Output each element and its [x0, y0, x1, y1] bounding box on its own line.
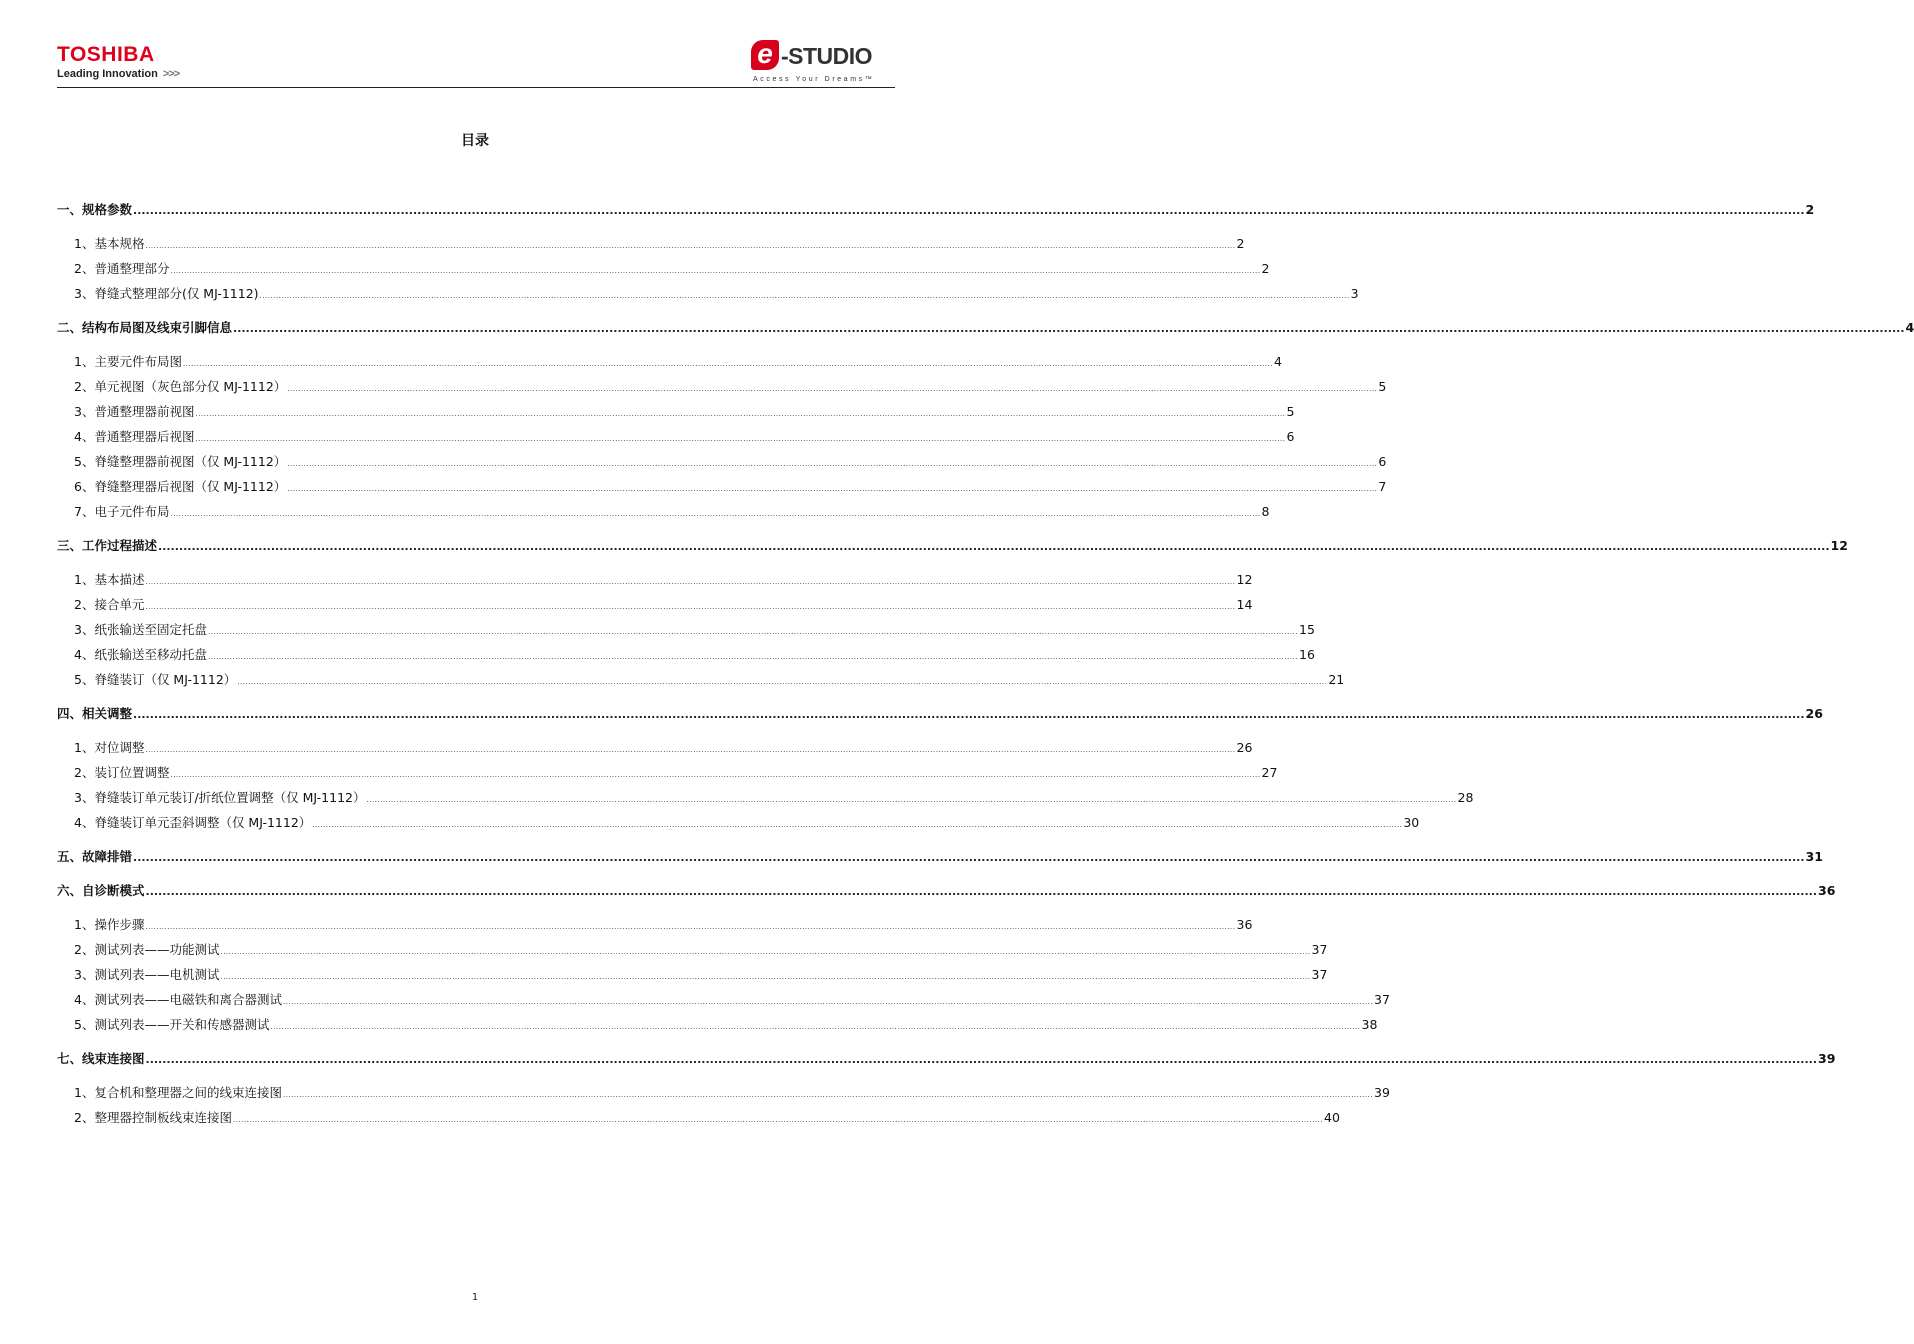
toc-leader-dots: ................................................................................................................................................................................................................................................................................................................................................................................................................ [287, 385, 1378, 393]
toc-entry-title: 1、基本规格 [74, 236, 145, 251]
toc-page-number: 7 [1378, 479, 1387, 494]
toc-entry-title: 3、普通整理器前视图 [74, 404, 195, 419]
toc-entry-title: 二、结构布局图及线束引脚信息 [57, 320, 233, 335]
toc-entry-title: 3、测试列表——电机测试 [74, 967, 220, 982]
toc-page-number: 8 [1261, 504, 1270, 519]
page-title: 目录 [461, 133, 489, 149]
toc-leader-dots: ................................................................................................................................................................................................................................................................................................................................................................................................................ [195, 410, 1286, 418]
toc-entry-title: 七、线束连接图 [57, 1051, 145, 1066]
toc-page-number: 4 [1905, 320, 1914, 335]
toc-page-number: 15 [1299, 622, 1315, 637]
toc-page-number: 26 [1805, 706, 1823, 721]
toc-leader-dots: ................................................................................................................................................................................................................................................................................................................................................................................................................ [145, 923, 1236, 931]
toc-entry[interactable] [57, 620, 1315, 645]
tagline-arrows: >>> [162, 68, 180, 80]
toc-entry[interactable] [57, 915, 1253, 940]
toc-page-number: 37 [1311, 967, 1328, 982]
toc-leader-dots: ................................................................................................................................................................................................................................................................................................................................................................................................................ [145, 242, 1236, 250]
toshiba-logo: TOSHIBA [57, 43, 155, 66]
toc-page-number: 4 [1274, 354, 1282, 369]
toc-page-number: 14 [1236, 597, 1253, 612]
toc-page-number: 12 [1236, 572, 1253, 587]
toc-entry-title: 五、故障排错 [57, 849, 133, 864]
logo-wordmark: -STUDIO [781, 43, 873, 69]
toc-page-number: 21 [1328, 672, 1345, 687]
toc-section[interactable] [57, 1049, 1836, 1074]
toc-leader-dots: ................................................................................................................................................................................................................................................................................................................................................................................................................ [207, 653, 1299, 661]
toc-page-number: 37 [1374, 992, 1390, 1007]
toc-leader-dots: ................................................................................................................................................................................................................................................................................................................................................................................................................ [133, 204, 1805, 217]
toc-page-number: 6 [1286, 429, 1295, 444]
toc-leader-dots: ................................................................................................................................................................................................................................................................................................................................................................................................................ [270, 1023, 1361, 1031]
toc-entry-title: 5、脊缝整理器前视图（仅 MJ-1112） [74, 454, 287, 469]
toc-leader-dots: ................................................................................................................................................................................................................................................................................................................................................................................................................ [145, 1053, 1817, 1066]
toc-leader-dots: ................................................................................................................................................................................................................................................................................................................................................................................................................ [170, 267, 1261, 275]
estudio-logo [751, 40, 891, 86]
toc-leader-dots: ................................................................................................................................................................................................................................................................................................................................................................................................................ [287, 485, 1378, 493]
toc-entry[interactable] [57, 940, 1328, 965]
toc-entry[interactable] [57, 763, 1278, 788]
toc-entry-title: 1、主要元件布局图 [74, 354, 182, 369]
toc-section[interactable] [57, 847, 1823, 872]
toc-entry[interactable] [57, 477, 1387, 502]
toc-entry-title: 2、整理器控制板线束连接图 [74, 1110, 232, 1125]
toc-leader-dots: ................................................................................................................................................................................................................................................................................................................................................................................................................ [170, 771, 1261, 779]
toc-entry[interactable] [57, 402, 1295, 427]
toc-entry[interactable] [57, 813, 1420, 838]
tagline-text: Leading Innovation [57, 68, 158, 80]
toc-leader-dots: ................................................................................................................................................................................................................................................................................................................................................................................................................ [133, 851, 1805, 864]
toc-leader-dots: ................................................................................................................................................................................................................................................................................................................................................................................................................ [259, 292, 1350, 300]
toc-page-number: 2 [1805, 202, 1815, 217]
toc-entry-title: 1、操作步骤 [74, 917, 145, 932]
toc-leader-dots: ................................................................................................................................................................................................................................................................................................................................................................................................................ [233, 322, 1905, 335]
toc-page-number: 5 [1378, 379, 1387, 394]
toc-entry-title: 4、纸张输送至移动托盘 [74, 647, 207, 662]
toc-entry[interactable] [57, 259, 1270, 284]
toc-entry-title: 三、工作过程描述 [57, 538, 158, 553]
toc-entry[interactable] [57, 738, 1253, 763]
toc-entry[interactable] [57, 234, 1245, 259]
toc-page-number: 2 [1261, 261, 1270, 276]
toc-entry-title: 4、普通整理器后视图 [74, 429, 195, 444]
toc-entry-title: 5、测试列表——开关和传感器测试 [74, 1017, 270, 1032]
toc-leader-dots: ................................................................................................................................................................................................................................................................................................................................................................................................................ [312, 821, 1403, 829]
toc-leader-dots: ................................................................................................................................................................................................................................................................................................................................................................................................................ [207, 628, 1299, 636]
header-divider [57, 87, 895, 88]
toc-entry-title: 1、对位调整 [74, 740, 145, 755]
logo-mark: e [751, 40, 779, 70]
toc-leader-dots: ................................................................................................................................................................................................................................................................................................................................................................................................................ [237, 678, 1328, 686]
toc-entry[interactable] [57, 284, 1359, 309]
toc-page-number: 3 [1350, 286, 1359, 301]
toc-page-number: 2 [1236, 236, 1245, 251]
toc-entry[interactable] [57, 1108, 1340, 1133]
toc-page-number: 39 [1374, 1085, 1390, 1100]
toc-page-number: 5 [1286, 404, 1295, 419]
table-of-contents [57, 200, 1914, 1133]
toc-leader-dots: ................................................................................................................................................................................................................................................................................................................................................................................................................ [232, 1116, 1324, 1124]
toc-section[interactable] [57, 200, 1815, 225]
toc-entry[interactable] [57, 1015, 1378, 1040]
toc-leader-dots: ................................................................................................................................................................................................................................................................................................................................................................................................................ [133, 708, 1805, 721]
toc-page-number: 31 [1805, 849, 1823, 864]
toc-section[interactable] [57, 318, 1914, 343]
toc-page-number: 40 [1324, 1110, 1340, 1125]
toc-leader-dots: ................................................................................................................................................................................................................................................................................................................................................................................................................ [220, 973, 1311, 981]
toc-page-number: 12 [1830, 538, 1848, 553]
toc-page-number: 28 [1457, 790, 1474, 805]
toc-entry-title: 2、接合单元 [74, 597, 145, 612]
toc-page-number: 36 [1236, 917, 1253, 932]
toc-leader-dots: ................................................................................................................................................................................................................................................................................................................................................................................................................ [158, 540, 1830, 553]
toc-entry-title: 2、单元视图（灰色部分仅 MJ-1112） [74, 379, 287, 394]
toc-entry-title: 1、基本描述 [74, 572, 145, 587]
toc-leader-dots: ................................................................................................................................................................................................................................................................................................................................................................................................................ [170, 510, 1261, 518]
toc-page-number: 36 [1818, 883, 1836, 898]
toc-entry[interactable] [57, 570, 1253, 595]
toc-entry-title: 3、纸张输送至固定托盘 [74, 622, 207, 637]
toc-entry-title: 2、测试列表——功能测试 [74, 942, 220, 957]
toc-entry[interactable] [57, 990, 1390, 1015]
page-number: 1 [471, 1292, 479, 1303]
toc-page-number: 16 [1299, 647, 1315, 662]
toc-entry-title: 7、电子元件布局 [74, 504, 170, 519]
toc-entry-title: 6、脊缝整理器后视图（仅 MJ-1112） [74, 479, 287, 494]
toc-entry[interactable] [57, 670, 1345, 695]
toc-page-number: 38 [1361, 1017, 1378, 1032]
toc-entry[interactable] [57, 1083, 1390, 1108]
toc-section[interactable] [57, 704, 1823, 729]
logo-tagline: Access Your Dreams™ [753, 76, 875, 83]
toc-page-number: 26 [1236, 740, 1253, 755]
toc-entry-title: 4、测试列表——电磁铁和离合器测试 [74, 992, 282, 1007]
toc-entry-title: 3、脊缝式整理部分(仅 MJ-1112) [74, 286, 259, 301]
toc-leader-dots: ................................................................................................................................................................................................................................................................................................................................................................................................................ [145, 603, 1236, 611]
toc-page-number: 6 [1378, 454, 1387, 469]
toc-leader-dots: ................................................................................................................................................................................................................................................................................................................................................................................................................ [282, 998, 1374, 1006]
toc-entry-title: 2、普通整理部分 [74, 261, 170, 276]
toc-leader-dots: ................................................................................................................................................................................................................................................................................................................................................................................................................ [145, 578, 1236, 586]
toc-entry[interactable] [57, 595, 1253, 620]
toc-entry-title: 四、相关调整 [57, 706, 133, 721]
toc-entry-title: 1、复合机和整理器之间的线束连接图 [74, 1085, 282, 1100]
toc-entry-title: 4、脊缝装订单元歪斜调整（仅 MJ-1112） [74, 815, 312, 830]
toc-section[interactable] [57, 536, 1848, 561]
toc-entry-title: 3、脊缝装订单元装订/折纸位置调整（仅 MJ-1112） [74, 790, 366, 805]
toc-leader-dots: ................................................................................................................................................................................................................................................................................................................................................................................................................ [220, 948, 1311, 956]
toc-entry[interactable] [57, 427, 1295, 452]
toc-leader-dots: ................................................................................................................................................................................................................................................................................................................................................................................................................ [182, 360, 1274, 368]
page-header [57, 40, 895, 88]
toc-page-number: 27 [1261, 765, 1278, 780]
toc-entry[interactable] [57, 965, 1328, 990]
toc-leader-dots: ................................................................................................................................................................................................................................................................................................................................................................................................................ [195, 435, 1286, 443]
toc-section[interactable] [57, 881, 1836, 906]
toc-entry[interactable] [57, 645, 1315, 670]
toc-leader-dots: ................................................................................................................................................................................................................................................................................................................................................................................................................ [366, 796, 1457, 804]
toc-entry[interactable] [57, 352, 1282, 377]
toc-leader-dots: ................................................................................................................................................................................................................................................................................................................................................................................................................ [145, 746, 1236, 754]
toc-entry-title: 六、自诊断模式 [57, 883, 145, 898]
toc-entry[interactable] [57, 377, 1387, 402]
toc-leader-dots: ................................................................................................................................................................................................................................................................................................................................................................................................................ [282, 1091, 1374, 1099]
toc-entry-title: 2、装订位置调整 [74, 765, 170, 780]
toc-entry-title: 一、规格参数 [57, 202, 133, 217]
toc-page-number: 37 [1311, 942, 1328, 957]
toc-entry[interactable] [57, 502, 1270, 527]
brand-tagline [57, 68, 179, 80]
toc-entry[interactable] [57, 452, 1387, 477]
toc-leader-dots: ................................................................................................................................................................................................................................................................................................................................................................................................................ [145, 885, 1817, 898]
toc-leader-dots: ................................................................................................................................................................................................................................................................................................................................................................................................................ [287, 460, 1378, 468]
toc-entry-title: 5、脊缝装订（仅 MJ-1112） [74, 672, 237, 687]
toc-entry[interactable] [57, 788, 1474, 813]
toc-page-number: 39 [1818, 1051, 1836, 1066]
toc-page-number: 30 [1403, 815, 1420, 830]
